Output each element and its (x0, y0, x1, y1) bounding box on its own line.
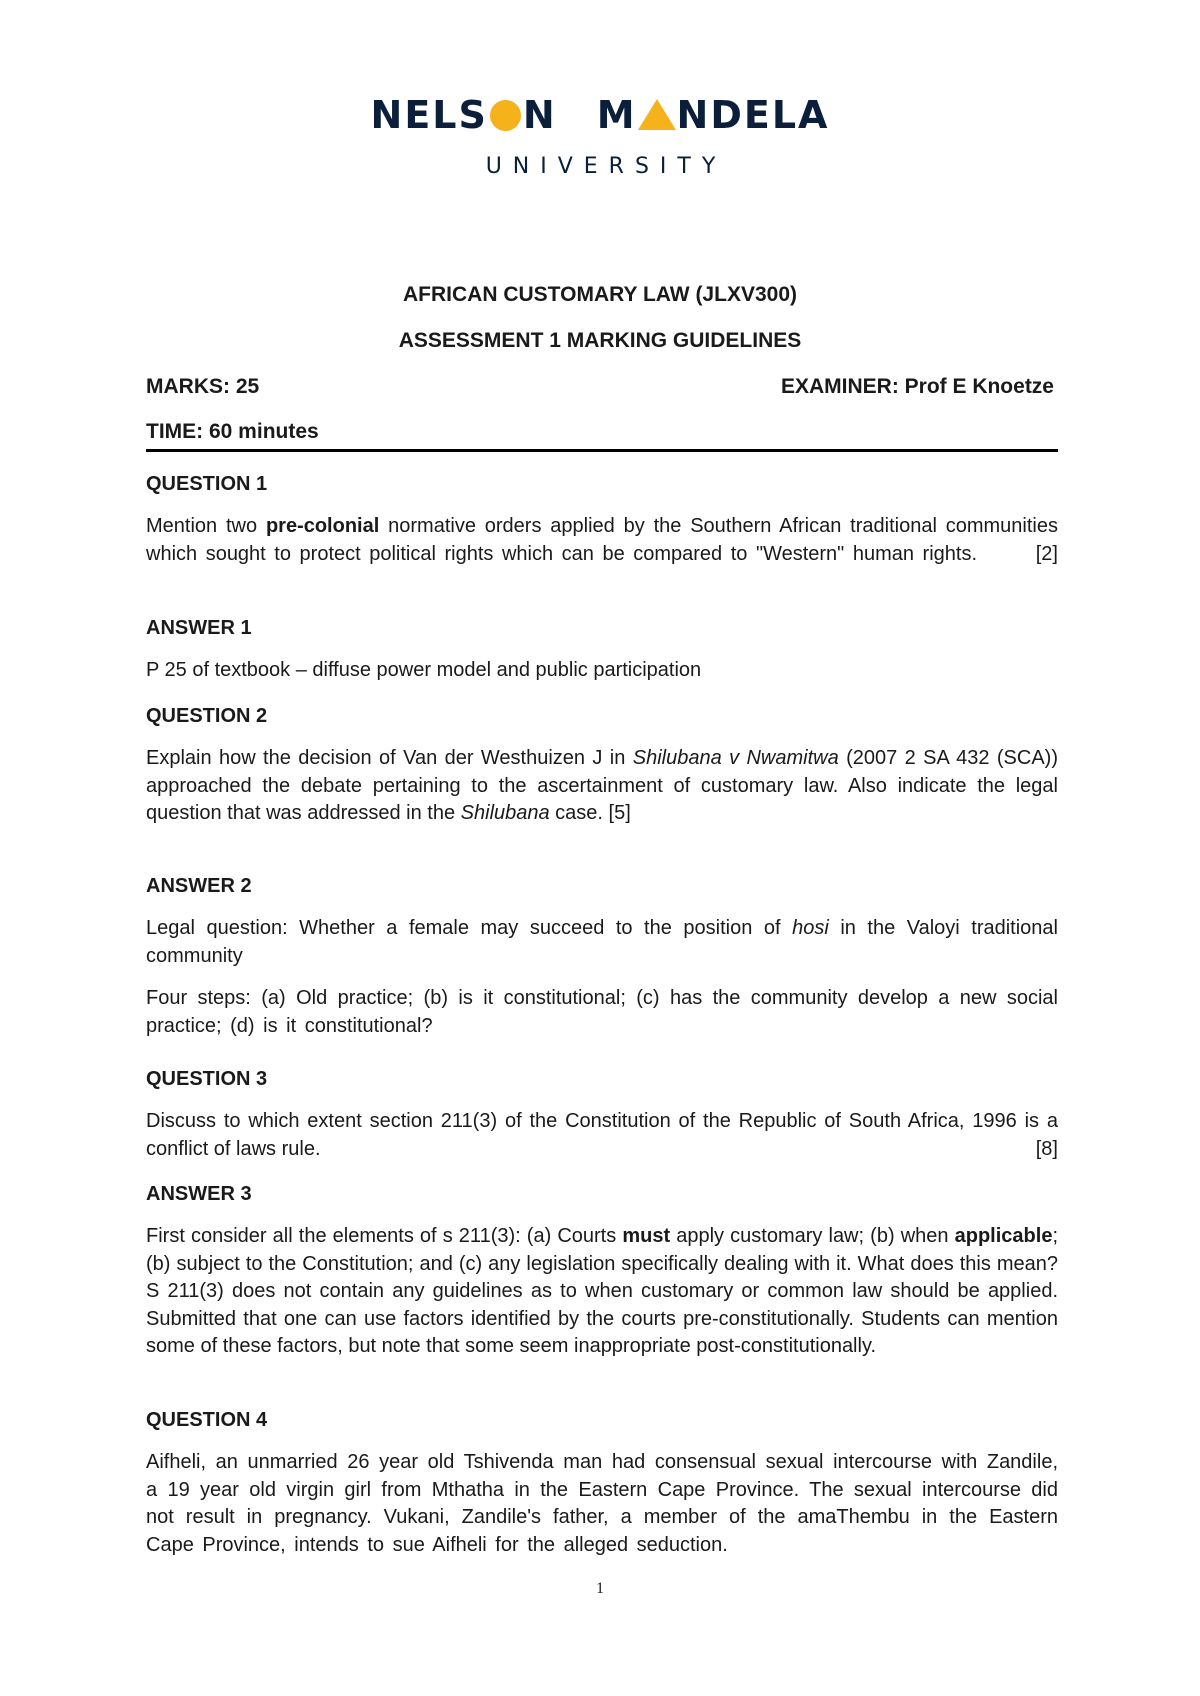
question-1-text: Mention two pre-colonial normative orders applied by the Southern African traditional communities which sought to protect political rights which can be compared to "Western" human rights. [2] (146, 513, 1058, 568)
logo-word2-end: NDELA (676, 93, 830, 137)
question-2-heading: QUESTION 2 (146, 705, 268, 727)
header-divider (146, 449, 1058, 452)
question-1-heading: QUESTION 1 (146, 473, 268, 495)
logo-word1-end: N (522, 93, 557, 137)
answer-2-four-steps: Four steps: (a) Old practice; (b) is it constitutional; (c) has the community develop a new social practice; (d) is it constitutional? (146, 987, 1058, 1037)
answer-2-legal-question: Legal question: Whether a female may succeed to the position of hosi in the Valoyi traditional community (146, 917, 1058, 967)
question-4-text: Aifheli, an unmarried 26 year old Tshivenda man had consensual sexual intercourse with Zandile, a 19 year old virgin girl from Mthatha in the Eastern Cape Province. The sexual intercourse did not result in pregnancy. Vukani, Zandile's father, a member of the amaThembu in the Eastern Cape Province, intends to sue Aifheli for the alleged seduction. (146, 1451, 1058, 1556)
question-3-text: Discuss to which extent section 211(3) of the Constitution of the Republic of South Africa, 1996 is a conflict of laws rule. [8] (146, 1108, 1058, 1163)
applicable-emphasis: applicable (954, 1225, 1053, 1247)
logo-circle-icon (490, 100, 521, 131)
logo-wordmark (0, 92, 1200, 138)
logo-subtitle: UNIVERSITY (485, 154, 727, 179)
question-2-marks: [5] (608, 802, 631, 824)
answer-3-heading: ANSWER 3 (146, 1183, 252, 1205)
question-3-marks: [8] (1035, 1137, 1058, 1160)
time-label: TIME: 60 minutes (146, 420, 319, 443)
question-4-heading: QUESTION 4 (146, 1409, 268, 1431)
university-logo (0, 92, 1200, 179)
marks-label: MARKS: 25 (146, 375, 260, 398)
question-1-marks: [2] (1035, 542, 1058, 565)
logo-word2-start: M (596, 93, 637, 137)
page-number: 1 (596, 1580, 604, 1597)
question-3-heading: QUESTION 3 (146, 1068, 268, 1090)
logo-word1-start: NELS (370, 93, 488, 137)
answer-1-text: P 25 of textbook – diffuse power model and public participation (146, 659, 702, 681)
case-name-short: Shilubana (460, 802, 550, 824)
answer-2-heading: ANSWER 2 (146, 875, 252, 897)
pre-colonial-emphasis: pre-colonial (265, 515, 380, 537)
question-2-text: Explain how the decision of Van der Westhuizen J in Shilubana v Nwamitwa (2007 2 SA 432 (SCA)) approached the debate pertaining to the ascertainment of customary law. Also indicate the legal question that was addressed in the Shilubana case. [5] (146, 747, 1059, 824)
answer-3-text: First consider all the elements of s 211(3): (a) Courts must apply customary law; (b) when applicable; (b) subject to the Constitution; and (c) any legislation specifically dealing with it. What does this mean? S 211(3) does not contain any guidelines as to when customary or common law should be applied. Submitted that one can use factors identified by the courts pre-constitutionally. Students can mention some of these factors, but note that some seem inappropriate post-constitutionally. (146, 1225, 1058, 1357)
answer-1-heading: ANSWER 1 (146, 617, 252, 639)
marks-examiner-row (146, 375, 1058, 399)
case-name: Shilubana v Nwamitwa (632, 747, 839, 769)
hosi-term: hosi (792, 917, 829, 939)
course-title: AFRICAN CUSTOMARY LAW (JLXV300) (403, 283, 797, 306)
assessment-title: ASSESSMENT 1 MARKING GUIDELINES (398, 329, 802, 352)
must-emphasis: must (622, 1225, 671, 1247)
logo-triangle-icon (638, 99, 676, 130)
examiner-label: EXAMINER: Prof E Knoetze (780, 375, 1054, 398)
